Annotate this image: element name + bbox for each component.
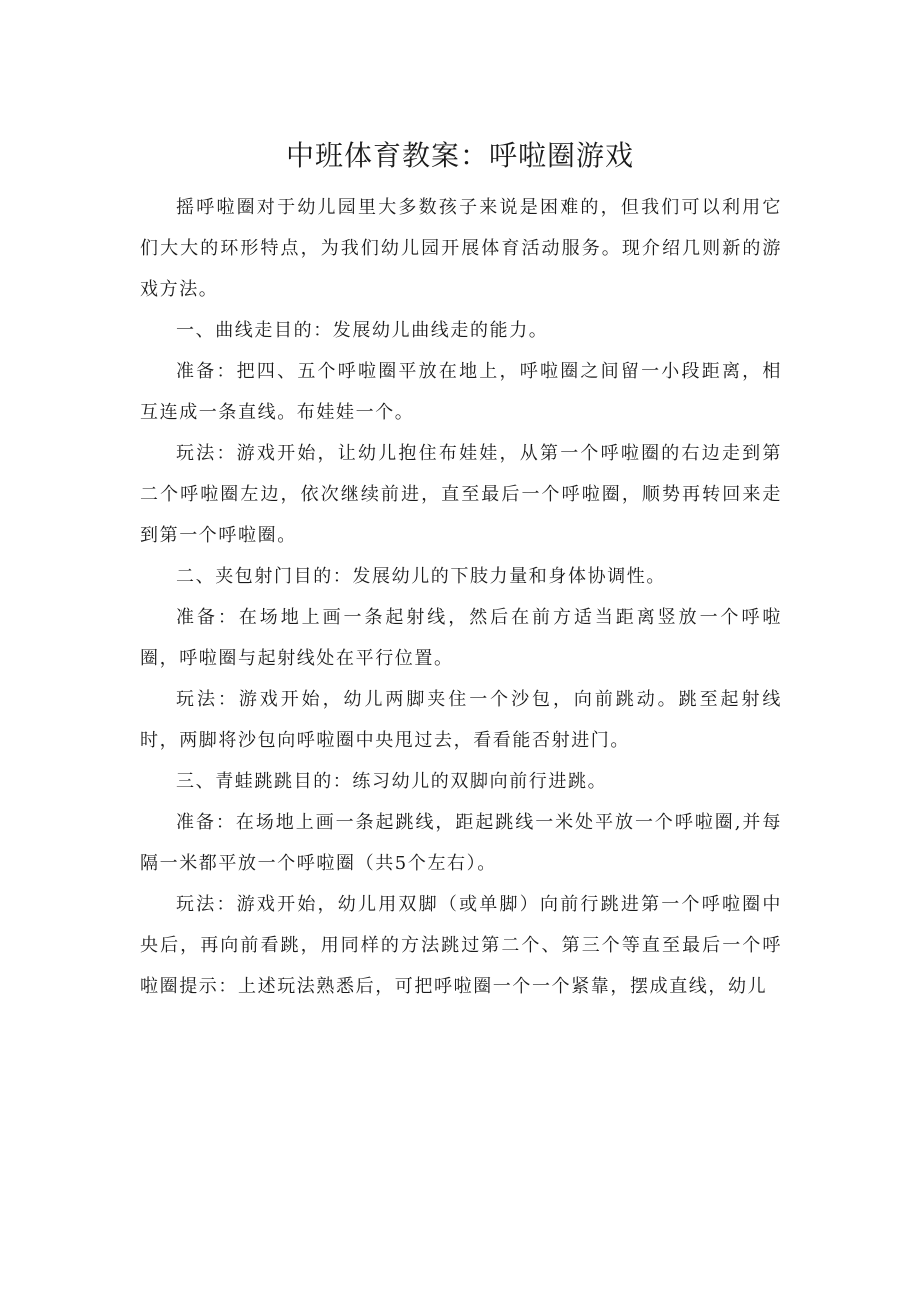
document-title: 中班体育教案：呼啦圈游戏 <box>285 139 634 172</box>
section-heading-curve-walk: 一、曲线走目的：发展幼儿曲线走的能力。 <box>176 320 549 341</box>
section-heading-frog-jump: 三、青蛙跳跳目的：练习幼儿的双脚向前行进跳。 <box>176 771 608 792</box>
document-body <box>140 187 782 1007</box>
frog-jump-preparation: 准备：在场地上画一条起跳线，距起跳线一米处平放一个呼啦圈,并每隔一米都平放一个呼啦圈（共5个左右）。 <box>140 812 782 874</box>
frog-jump-rules: 玩法：游戏开始，幼儿用双脚（或单脚）向前行跳进第一个呼啦圈中央后，再向前看跳，用同样的方法跳过第二个、第三个等直至最后一个呼啦圈提示：上述玩法熟悉后，可把呼啦圈一个一个紧靠，摆成直线，幼儿 <box>140 894 782 997</box>
section-heading-bag-shoot: 二、夹包射门目的：发展幼儿的下肢力量和身体协调性。 <box>176 566 666 587</box>
bag-shoot-preparation: 准备：在场地上画一条起射线，然后在前方适当距离竖放一个呼啦圈，呼啦圈与起射线处在平行位置。 <box>140 607 782 669</box>
intro-paragraph: 摇呼啦圈对于幼儿园里大多数孩子来说是困难的，但我们可以利用它们大大的环形特点，为我们幼儿园开展体育活动服务。现介绍几则新的游戏方法。 <box>140 197 782 300</box>
curve-walk-preparation: 准备：把四、五个呼啦圈平放在地上，呼啦圈之间留一小段距离，相互连成一条直线。布娃娃一个。 <box>140 361 782 423</box>
bag-shoot-rules: 玩法：游戏开始，幼儿两脚夹住一个沙包，向前跳动。跳至起射线时，两脚将沙包向呼啦圈中央甩过去，看看能否射进门。 <box>140 689 782 751</box>
curve-walk-rules: 玩法：游戏开始，让幼儿抱住布娃娃，从第一个呼啦圈的右边走到第二个呼啦圈左边，依次继续前进，直至最后一个呼啦圈，顺势再转回来走到第一个呼啦圈。 <box>140 443 782 546</box>
